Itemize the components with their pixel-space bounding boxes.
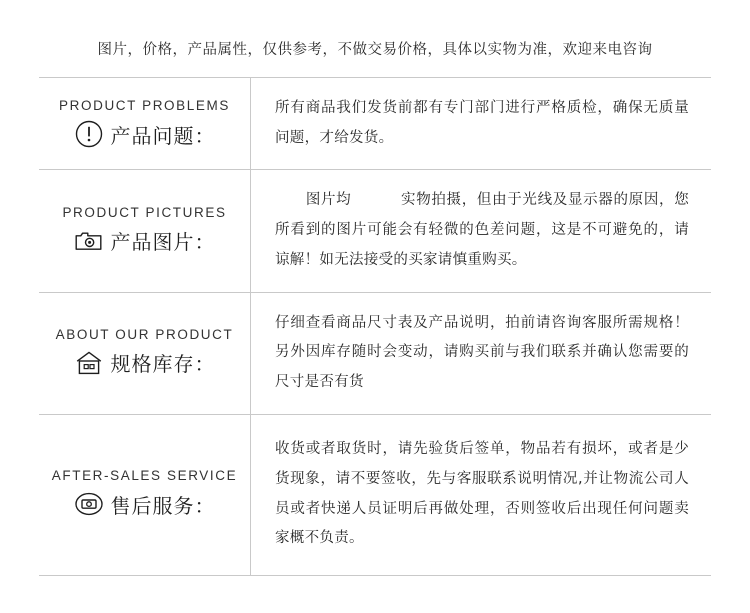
row-content-cell (251, 415, 711, 575)
row-content-text (275, 186, 689, 275)
row-title-cn-line (74, 119, 216, 149)
row-title-cn: 规格库存： (110, 352, 216, 377)
row-title-en: AFTER-SALES SERVICE (51, 468, 238, 484)
row-title-en: ABOUT OUR PRODUCT (55, 326, 234, 342)
page-notice: 图片，价格，产品属性，仅供参考，不做交易价格，具体以实物为准，欢迎来电咨询 (97, 42, 653, 58)
row-content-text: 收货或者取货时，请先验货后签单，物品若有损坏，或者是少货现象，请不要签收，先与客服联系说明情况,并让物流公司人员或者快递人员证明后再做处理，否则签收后出现任何问题卖家概不负责。 (275, 441, 689, 547)
row-title-cell (39, 78, 251, 169)
table-row (39, 415, 711, 575)
headset-support-icon (74, 489, 104, 519)
row-title-en: PRODUCT PROBLEMS (59, 98, 230, 114)
row-title-cn: 产品问题： (110, 123, 216, 148)
exclamation-circle-icon (74, 119, 104, 149)
row-title-cell (39, 415, 251, 575)
row-content-text-part2: 实物拍摄，但由于光线及显示器的原因，您所看到的图片可能会有轻微的色差问题，这是不可避免的，请谅解！如无法接受的买家请慎重购买。 (275, 192, 689, 268)
row-content-text-part1: 图片均 (305, 192, 352, 209)
row-title-cell (39, 293, 251, 414)
table-row (39, 78, 711, 170)
row-title-en: PRODUCT PICTURES (62, 204, 227, 220)
row-content-cell (251, 293, 711, 414)
camera-icon (74, 226, 104, 256)
row-content-text: 仔细查看商品尺寸表及产品说明，拍前请咨询客服所需规格！另外因库存随时会变动，请购买前与我们联系并确认您需要的尺寸是否有货 (275, 314, 689, 391)
row-title-cn-line (74, 348, 216, 378)
row-title-cn: 产品图片： (110, 230, 216, 255)
row-title-cell (39, 170, 251, 291)
home-icon (74, 348, 104, 378)
row-title-cn-line (74, 226, 216, 256)
row-content-text: 所有商品我们发货前都有专门部门进行严格质检，确保无质量问题，才给发货。 (275, 100, 689, 146)
table-row (39, 170, 711, 292)
info-table (39, 77, 711, 576)
row-content-cell (251, 170, 711, 291)
row-content-cell (251, 78, 711, 169)
row-title-cn-line (74, 489, 216, 519)
row-title-cn: 售后服务： (110, 493, 216, 518)
table-row (39, 293, 711, 415)
